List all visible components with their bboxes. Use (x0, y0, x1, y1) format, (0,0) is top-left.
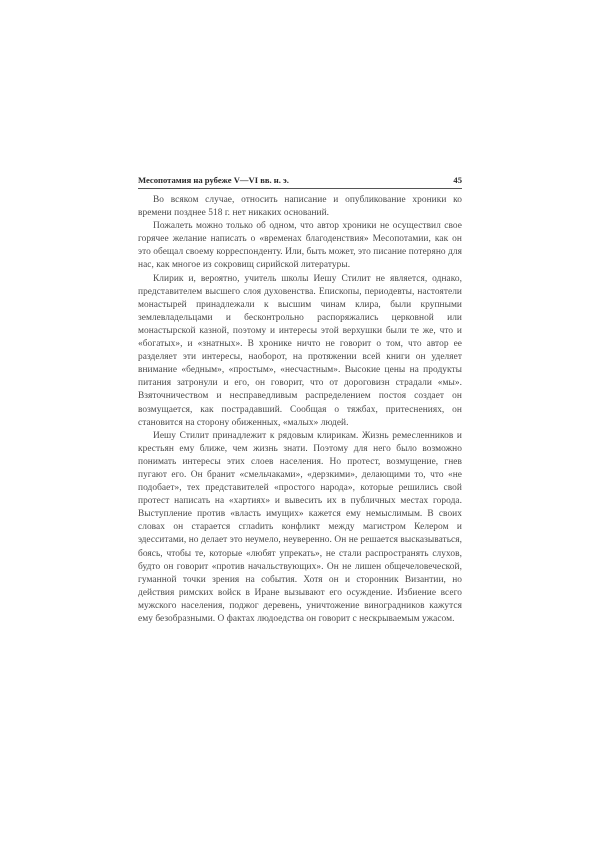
paragraph: Клирик и, вероятно, учитель школы Иешу Стилит не является, однако, представителем высшего слоя духовенства. Епископы, периодевты, настоятели монастырей принадлежали к высшим чинам клира, были крупными землевладельцами и бесконтрольно распоряжались церковной или монастырской казной, поэтому и интересы этой верхушки были те же, что и «богатых», и «знатных». В хронике ничто не говорит о том, что автор ее разделяет эти интересы, наоборот, на протяжении всей книги он уделяет внимание «бедным», «простым», «несчастным». Высокие цены на продукты питания затронули и его, он говорит, что от дороговизн страдали «мы». Взяточничеством и несправедливым распределением постоя создает он возмущается, как пострадавший. Сообщая о тяжбах, притеснениях, он становится на сторону обиженных, «малых» людей. (138, 273, 462, 428)
body-text (138, 194, 462, 626)
book-page (138, 175, 462, 626)
paragraph: Во всяком случае, относить написание и опубликование хроники ко времени позднее 518 г. нет никаких оснований. (138, 195, 462, 219)
running-head (138, 175, 462, 189)
page-number: 45 (453, 175, 462, 185)
running-title: Месопотамия на рубеже V—VI вв. н. э. (138, 175, 289, 185)
paragraph: Пожалеть можно только об одном, что автор хроники не осуществил свое горячее желание написать о «временах благоденствия» Месопотамии, как он это обещал своему корреспонденту. Или, быть может, это писание потеряно для нас, как многое из сокровищ сирийской литературы. (138, 221, 462, 271)
paragraph: Иешу Стилит принадлежит к рядовым клирикам. Жизнь ремесленников и крестьян ему ближе, чем жизнь знати. Поэтому для него было возможно понимать интересы этих слоев населения. Но протест, возмущение, гнев пугают его. Он бранит «смельчаками», «дерзкими», делающими то, что «не подобает», тех представителей «простого народа», которые решились свой протест написать на «хартиях» и вывесить их в публичных местах города. Выступление против «власть имущих» кажется ему немыслимым. В своих словах он старается сглаdить конфликт между магистром Келером и эдесситами, но делает это неумело, неуверенно. Он не решается высказываться, боясь, чтобы те, которые «любят упрекать», не стали распространять слухов, будто он говорит «против начальствующих». Он не лишен общечеловеческой, гуманной точки зрения на события. Хотя он и сторонник Византии, но действия римских войск в Иране вызывают его осуждение. Избиение всего мужского населения, поджог деревень, уничтожение виноградников кажутся ему безобразными. О фактах людоедства он говорит с нескрываемым ужасом. (138, 430, 462, 624)
